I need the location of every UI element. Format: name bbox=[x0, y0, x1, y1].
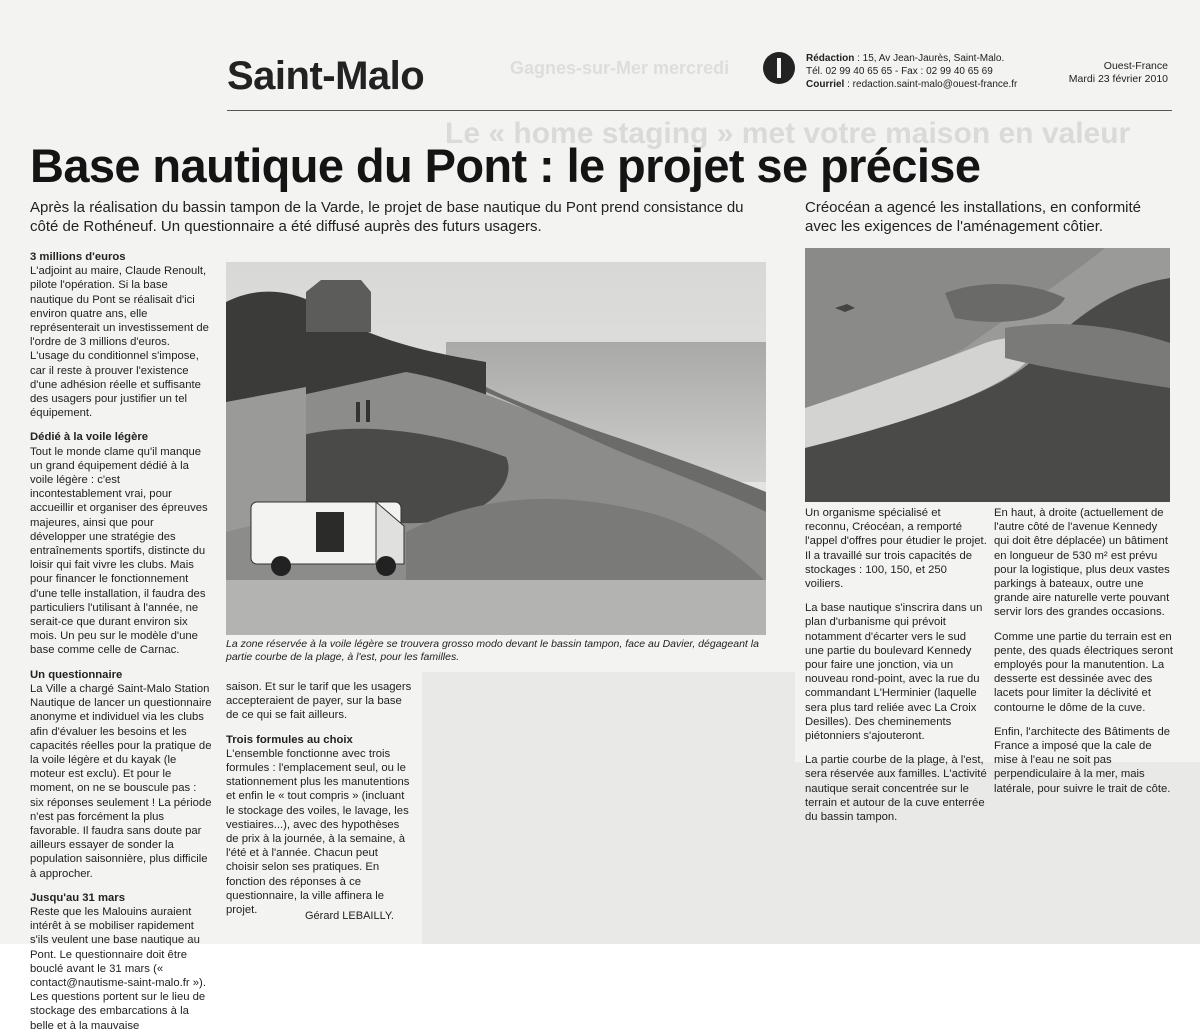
redaction-address: : 15, Av Jean-Jaurès, Saint-Malo. bbox=[854, 53, 1005, 64]
paragraph-architecte: Enfin, l'architecte des Bâtiments de France a imposé que la cale de mise à l'eau ne soit pas perpendiculaire à la mer, mais latérale, pour suivre le trait de côte. bbox=[994, 725, 1171, 795]
subhead-31-mars: Jusqu'au 31 mars bbox=[30, 891, 125, 904]
paper-date: Mardi 23 février 2010 bbox=[1068, 73, 1168, 85]
paragraph-quads: Comme une partie du terrain est en pente, des quads électriques seront employés pour la manutention. La desserte est dessinée avec des lacets pour limiter la déclivité et contourne le dôme de la cuve. bbox=[994, 630, 1173, 714]
column-3 bbox=[805, 506, 987, 824]
subhead-3-millions: 3 millions d'euros bbox=[30, 251, 126, 263]
photo-caption: La zone réservée à la voile légère se trouvera grosso modo devant le bassin tampon, face au Davier, dégageant la partie courbe de la plage, à l'est, pour les familles. bbox=[226, 638, 759, 663]
mail-address: : redaction.saint-malo@ouest-france.fr bbox=[844, 79, 1018, 90]
paragraph-formules: L'ensemble fonctionne avec trois formules : l'emplacement seul, ou le stationnement plus les manutentions et enfin le « tout compris » (incluant le stockage des voiles, le lavage, les vestiaires...), avec des hypothèses de prix à la journée, à la semaine, à l'été et à l'année. Chacun peut choisir selon ses pratiques. En fonction des réponses à ce questionnaire, la ville affinera le projet. bbox=[226, 747, 410, 917]
bleed-through-headline: Le « home staging » met votre maison en valeur bbox=[445, 117, 1131, 150]
section-title: Saint-Malo bbox=[227, 54, 425, 98]
author-signature: Gérard LEBAILLY. bbox=[305, 910, 394, 922]
article-headline: Base nautique du Pont : le projet se précise bbox=[30, 139, 981, 192]
contact-block bbox=[806, 52, 1017, 91]
bleed-through-kicker: Gagnes-sur-Mer mercredi bbox=[510, 58, 730, 78]
paper-name: Ouest-France bbox=[1103, 60, 1168, 72]
article-lede: Après la réalisation du bassin tampon de la Varde, le projet de base nautique du Pont prend consistance du côté de Rothéneuf. Un questionnaire a été diffusé auprès des futurs usagers. bbox=[30, 199, 744, 235]
paragraph-31-mars-cont: saison. Et sur le tarif que les usagers accepteraient de payer, sur la base de ce qui se fait ailleurs. bbox=[226, 681, 412, 722]
paragraph-voile: Tout le monde clame qu'il manque un grand équipement dédié à la voile légère : c'est incontestablement vrai, pour accueillir et organiser des épreuves majeures, ainsi que pour développer une stratégie des entraînements sportifs, distincte du loisir qui fait vivre les clubs. Mais pour financer le fonctionnement d'une telle installation, il faudra des particuliers l'utilisant à l'année, ne serait-ce que durant environ six mois. Un peu sur le modèle d'une base comme celle de Carnac. bbox=[30, 445, 208, 657]
paragraph-3-millions: L'adjoint au maire, Claude Renoult, pilote l'opération. Si la base nautique du Pont se réalisait d'ici environ quatre ans, elle représenterait un investissement de l'ordre de 3 millions d'euros. L'usage du conditionnel s'impose, car il reste à prouver l'existence d'une adhésion réelle et suffisante des usagers pour justifier un tel équipement. bbox=[30, 265, 209, 420]
subhead-voile: Dédié à la voile légère bbox=[30, 431, 149, 444]
paragraph-urbanisme: La base nautique s'inscrira dans un plan d'urbanisme qui prévoit notamment d'écarter vers le sud une partie du boulevard Kennedy pour faire une jonction, via un nouveau rond-point, avec la rue du commandant L'Herminier (laquelle sera plus tard reliée avec La Croix Desilles). Des cheminements piétonniers s'ajouteront. bbox=[805, 602, 983, 743]
paragraph-31-mars: Reste que les Malouins auraient intérêt à se mobiliser rapidement s'ils veulent une base nautique au Pont. Le questionnaire doit être bouclé avant le 31 mars (« contact@nautisme-saint-malo.fr »). Les questions portent sur le lieu de stockage des embarcations à la belle et à la mauvaise bbox=[30, 905, 206, 1032]
paragraph-batiment: En haut, à droite (actuellement de l'autre côté de l'avenue Kennedy qui doit être déplacée) un bâtiment en longueur de 530 m² est prévu pour la logistique, plus deux vastes parkings à bateaux, outre une grande aire naturelle verte pouvant servir lors des grandes occasions. bbox=[994, 507, 1170, 619]
paragraph-creocean: Un organisme spécialisé et reconnu, Créocéan, a remporté l'appel d'offres pour étudier le projet. Il a travaillé sur trois capacités de stockages : 100, 150, et 250 voiliers. bbox=[805, 507, 987, 591]
beach-site-photo bbox=[226, 262, 766, 635]
subhead-questionnaire: Un questionnaire bbox=[30, 668, 123, 681]
phone-fax: Tél. 02 99 40 65 65 - Fax : 02 99 40 65 69 bbox=[806, 66, 993, 77]
redaction-label: Rédaction bbox=[806, 53, 855, 64]
aerial-lede: Créocéan a agencé les installations, en conformité avec les exigences de l'aménagement côtier. bbox=[805, 199, 1142, 235]
paper-info bbox=[1069, 60, 1168, 86]
aerial-photo bbox=[805, 248, 1170, 502]
paragraph-questionnaire: La Ville a chargé Saint-Malo Station Nautique de lancer un questionnaire anonyme et individuel via les clubs afin d'évaluer les besoins et les capacités réelles pour la pratique de la voile légère et du kayak (le moteur est exclu). Et pour le moment, on ne se bouscule pas : six réponses seulement ! La période n'est pas forcément la plus favorable. Il faudra sans doute par ailleurs essayer de sonder la population saisonnière, plus difficile à approcher. bbox=[30, 682, 212, 880]
paragraph-plage: La partie courbe de la plage, à l'est, sera réservée aux familles. L'activité nautique serait concentrée sur le terrain et autour de la cuve enterrée du bassin tampon. bbox=[805, 754, 987, 824]
mail-label: Courriel bbox=[806, 79, 845, 90]
masthead-rule bbox=[227, 110, 1172, 111]
ouest-france-logo-icon bbox=[763, 52, 795, 84]
column-4 bbox=[994, 506, 1174, 796]
column-2 bbox=[226, 680, 412, 917]
column-1 bbox=[30, 250, 212, 1033]
subhead-formules: Trois formules au choix bbox=[226, 733, 353, 746]
